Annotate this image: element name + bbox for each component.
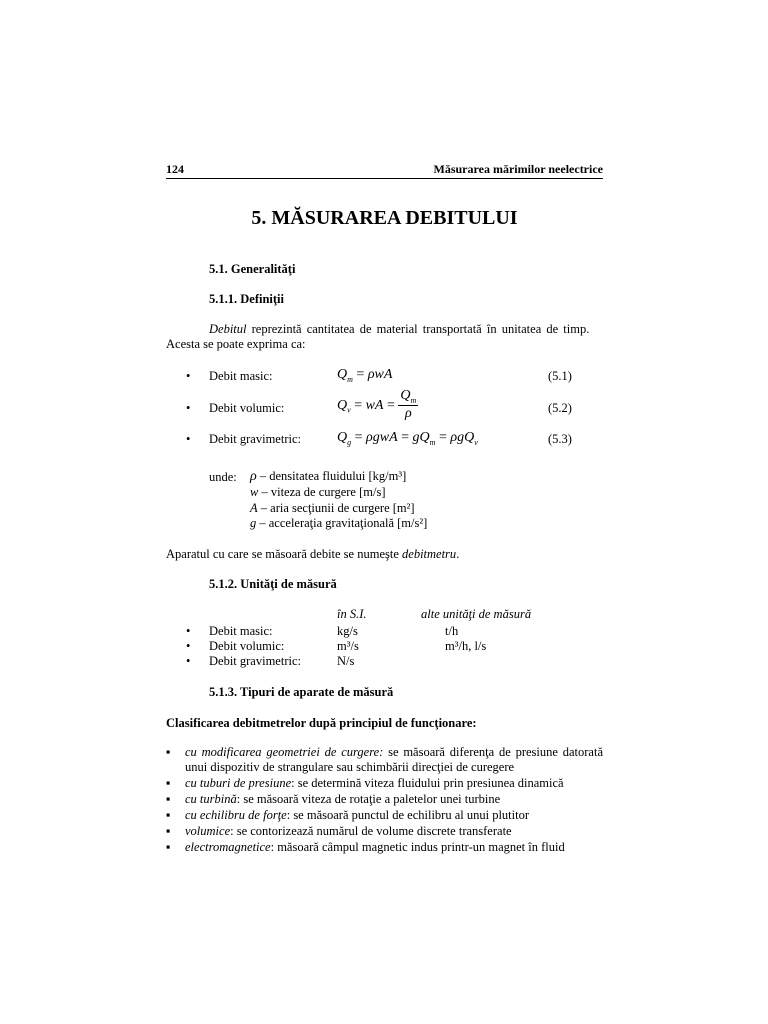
bullet: • xyxy=(186,369,191,383)
units-col-si: în S.I. xyxy=(337,607,367,621)
formula-5-2: $Q_v$ = wA = $\frac{Q_m}{\rho}$ xyxy=(337,388,417,422)
intro-line-2: Acesta se poate exprima ca: xyxy=(166,337,306,351)
item-term: volumice xyxy=(185,824,231,838)
item-text: : măsoară câmpul magnetic indus printr-un magnet în fluid xyxy=(270,840,565,854)
section-heading-5-1-2: 5.1.2. Unităţi de măsură xyxy=(209,577,337,591)
intro-term: Debitul xyxy=(209,322,247,336)
list-item xyxy=(166,808,603,823)
bullet: ▪ xyxy=(166,824,171,838)
running-title: Măsurarea mărimilor neelectrice xyxy=(433,162,603,176)
units-other: m³/h, l/s xyxy=(445,639,487,653)
item-text: : se contorizează numărul de volume discrete transferate xyxy=(230,824,512,838)
units-other: t/h xyxy=(445,624,459,638)
item-text: : se măsoară punctul de echilibru al unui plutitor xyxy=(286,808,530,822)
bullet: ▪ xyxy=(166,745,171,759)
item-term: electromagnetice xyxy=(185,840,271,854)
list-item xyxy=(166,792,603,807)
unde-w-text: – viteza de curgere [m/s] xyxy=(261,485,386,499)
list-item xyxy=(166,776,603,791)
aparat-term: debitmetru xyxy=(402,547,457,561)
unde-a: A – aria secţiunii de curgere [m²] xyxy=(250,501,415,515)
eq-number-5-1: (5.1) xyxy=(548,369,572,383)
debit-label-volumic: Debit volumic: xyxy=(209,401,285,415)
chapter-title: 5. MĂSURAREA DEBITULUI xyxy=(251,207,518,229)
intro-text-1: reprezintă cantitatea de material transportată în unitatea de timp. xyxy=(246,322,590,336)
formula-5-1: $Q_m = \rho wA$ xyxy=(337,367,393,384)
aparat-text: Aparatul cu care se măsoară debite se numeşte xyxy=(166,547,403,561)
bullet: ▪ xyxy=(166,792,171,806)
section-heading-5-1: 5.1. Generalităţi xyxy=(209,262,296,276)
classification-title: Clasificarea debitmetrelor după principiul de funcţionare: xyxy=(166,716,477,730)
units-col-other: alte unităţi de măsură xyxy=(421,607,532,621)
bullet: • xyxy=(186,639,191,653)
item-term: cu echilibru de forţe xyxy=(185,808,287,822)
item-term: cu tuburi de presiune xyxy=(185,776,292,790)
debit-label-masic: Debit masic: xyxy=(209,369,273,383)
unde-w: w – viteza de curgere [m/s] xyxy=(250,485,386,499)
intro-line-1 xyxy=(209,322,589,337)
units-label: Debit masic: xyxy=(209,624,273,638)
aparat-sentence xyxy=(166,547,459,562)
item-text: : se determină viteza fluidului prin presiunea dinamică xyxy=(291,776,564,790)
item-text: : se măsoară viteza de rotaţie a paletelor unei turbine xyxy=(236,792,501,806)
item-term: cu turbină xyxy=(185,792,237,806)
unde-rho: ρ – densitatea fluidului [kg/m³] xyxy=(250,469,407,484)
eq-number-5-3: (5.3) xyxy=(548,432,572,446)
page-header xyxy=(166,162,603,179)
classification-list xyxy=(166,745,603,856)
unde-a-text: – aria secţiunii de curgere [m²] xyxy=(260,501,415,515)
eq-number-5-2: (5.2) xyxy=(548,401,572,415)
list-item xyxy=(166,840,603,855)
bullet: ▪ xyxy=(166,840,171,854)
bullet: • xyxy=(186,654,191,668)
list-item xyxy=(166,824,603,839)
bullet: • xyxy=(186,432,191,446)
unde-rho-text: – densitatea fluidului [kg/m³] xyxy=(259,469,407,483)
section-heading-5-1-3: 5.1.3. Tipuri de aparate de măsură xyxy=(209,685,394,699)
list-item xyxy=(166,745,603,775)
debit-label-gravimetric: Debit gravimetric: xyxy=(209,432,301,446)
bullet: ▪ xyxy=(166,808,171,822)
section-heading-5-1-1: 5.1.1. Definiţii xyxy=(209,292,284,306)
units-label: Debit volumic: xyxy=(209,639,285,653)
formula-5-3: $Q_g = \rho gwA = gQ_m = \rho gQ_v$ xyxy=(337,430,478,447)
units-si: m³/s xyxy=(337,639,359,653)
unde-g: g – acceleraţia gravitaţională [m/s²] xyxy=(250,516,428,530)
unde-g-text: – acceleraţia gravitaţională [m/s²] xyxy=(259,516,428,530)
item-term: cu modificarea geometriei de curgere: xyxy=(185,745,384,759)
item-text: se măsoară diferenţa de presiune datorată unui dispozitiv de strangulare sau schimbării direcţiei de curegere xyxy=(185,745,603,774)
bullet: • xyxy=(186,401,191,415)
bullet: • xyxy=(186,624,191,638)
aparat-end: . xyxy=(456,547,460,561)
units-label: Debit gravimetric: xyxy=(209,654,301,668)
bullet: ▪ xyxy=(166,776,171,790)
units-si: N/s xyxy=(337,654,355,668)
units-si: kg/s xyxy=(337,624,358,638)
unde-label: unde: xyxy=(209,470,237,484)
page-number: 124 xyxy=(166,162,184,176)
